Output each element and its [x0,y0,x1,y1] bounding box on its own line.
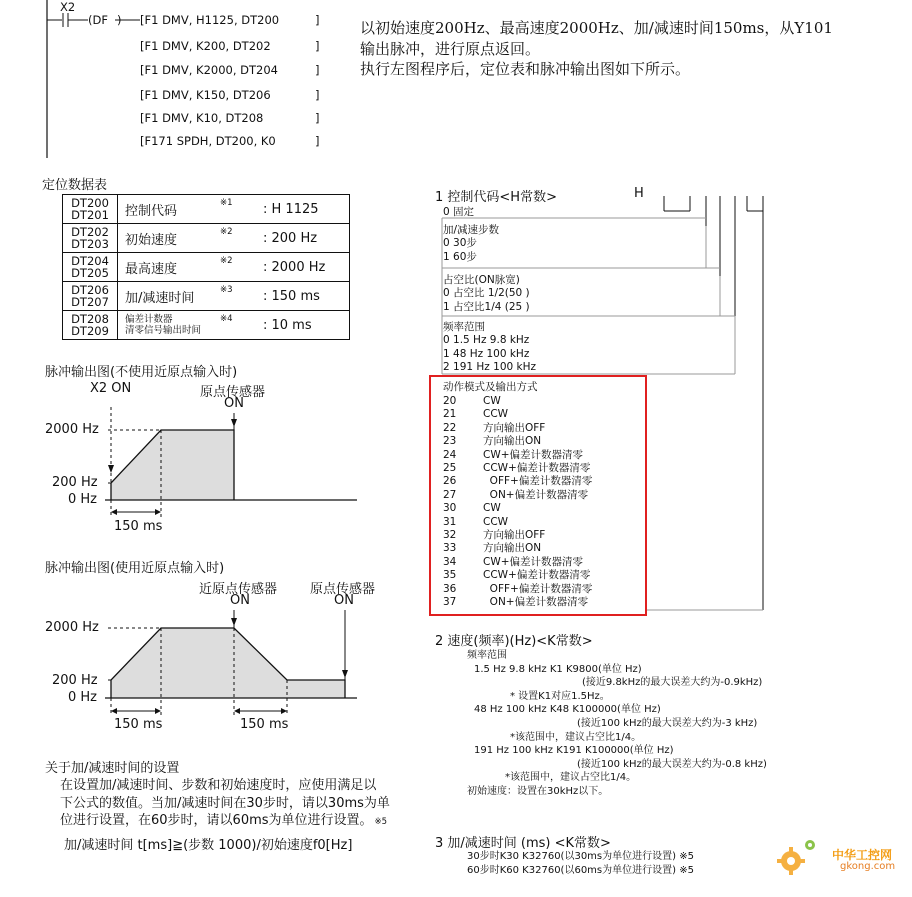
mode-item: 32 方向输出OFF [443,529,546,542]
bracket: ] [315,111,320,125]
chart1-start-label: X2 ON [90,381,132,396]
code-h: H [634,186,644,201]
param-name: 偏差计数器 [125,314,173,325]
speed-line: 48 Hz 100 kHz K48 K100000(单位 Hz) [474,704,661,716]
table-title: 定位数据表 [42,178,108,193]
mode-item: 30 CW [443,502,501,515]
code-line: 加/减速步数 [443,224,500,236]
chart2-dt1: 150 ms [114,717,163,732]
mode-item: 22 方向输出OFF [443,421,546,434]
chart2-y-high: 2000 Hz [45,620,99,635]
watermark-url: gkong.com [840,861,896,872]
description-line: 执行左图程序后，定位表和脉冲输出图如下所示。 [360,60,691,78]
code-group-steps [443,224,499,264]
mode-item: 36 OFF+偏差计数器清零 [443,582,593,595]
description-line: 以初始速度200Hz、最高速度2000Hz、加/减速时间150ms，从Y101 [360,19,833,37]
addr: DT200 [71,196,109,210]
speed-line: (接近9.8kHz的最大误差大约为-0.9kHz) [582,677,763,689]
description-line: 输出脉冲，进行原点返回。 [360,39,541,58]
chart1-y-low: 200 Hz [52,475,98,490]
speed-line: (接近100 kHz的最大误差大约为-0.8 kHz) [577,758,767,770]
addr: DT206 [71,283,109,297]
acc-const-body [467,850,694,877]
param-value: : 10 ms [259,311,350,340]
addr: DT202 [71,225,109,239]
code-title: 1 控制代码<H常数> [435,190,557,205]
param-name: 初始速度 [125,232,178,248]
code-line: 频率范围 [443,321,485,333]
bracket: ] [315,39,320,53]
speed-title: 2 速度(频率)(Hz)<K常数> [435,634,593,649]
table-row [63,311,350,340]
chart1-title: 脉冲输出图(不使用近原点输入时) [45,365,238,380]
mode-item: 25 CCW+偏差计数器清零 [443,462,591,475]
mode-item: 27 ON+偏差计数器清零 [443,488,589,501]
mode-item: 20 CW [443,395,501,407]
speed-line: 频率范围 [467,650,507,661]
mode-list [443,395,592,610]
table-row [63,195,350,224]
addr: DT207 [71,295,109,309]
chart1-dt: 150 ms [114,519,163,534]
gear-logo-icon [776,846,806,876]
code-group-fixed [443,206,474,219]
table-row [63,224,350,253]
code-line: 2 191 Hz 100 kHz [443,361,537,374]
speed-line: *该范围中，建议占空比1/4。 [505,772,637,784]
chart1-sensor-label: 原点传感器 [200,385,266,400]
ref-mark: ※1 [220,198,233,208]
table-row [63,253,350,282]
accel-line: 下公式的数值。当加/减速时间在30步时，请以30ms为单 [60,795,390,811]
bracket: ] [315,63,320,77]
ref-mark: ※4 [220,314,233,324]
chart1-area [111,430,234,500]
ladder-row: [F1 DMV, K10, DT208 [140,111,264,125]
mode-item: 23 方向输出ON [443,435,542,448]
table-row [63,282,350,311]
param-value: : 150 ms [259,282,350,311]
chart2-y-zero: 0 Hz [68,690,98,705]
code-line: 1 60步 [443,250,477,263]
param-value: : 200 Hz [259,224,350,253]
addr: DT201 [71,208,109,222]
chart1-on-label: ON [224,396,244,411]
code-line: 0 1.5 Hz 9.8 kHz [443,334,530,347]
accel-line: 位进行设置，在60步时，请以60ms为单位进行设置。 [60,813,373,828]
ladder-row: [F171 SPDH, DT200, K0 [140,134,276,148]
code-line: 占空比(ON脉宽) [443,274,520,286]
accel-line: 在设置加/减速时间、步数和初始速度时，应使用满足以 [60,778,377,793]
mode-item: 35 CCW+偏差计数器清零 [443,569,591,582]
addr: DT208 [71,312,109,326]
acc-const-line: 30步时K30 K32760(以30ms为单位进行设置) ※5 [467,851,694,862]
mode-item: 21 CCW [443,408,509,421]
mode-item: 26 OFF+偏差计数器清零 [443,475,593,488]
bracket: ] [315,134,320,148]
ladder-row: [F1 DMV, K150, DT206 [140,88,271,102]
chart2-dt2: 150 ms [240,717,289,732]
bracket: ] [315,88,320,102]
chart1-y-high: 2000 Hz [45,422,99,437]
bracket: ] [315,13,320,27]
param-name: 清零信号输出时间 [125,325,202,336]
param-value: : 2000 Hz [259,253,350,282]
ladder-paren: ) [117,13,122,27]
mode-title: 动作模式及输出方式 [443,381,538,393]
positioning-table [62,194,350,340]
description [360,18,833,80]
code-group-freq [443,321,536,375]
chart2-sensor-label: 原点传感器 [310,582,376,597]
code-line: 1 48 Hz 100 kHz [443,347,530,360]
chart2-near-label: 近原点传感器 [199,582,278,597]
ladder-row: [F1 DMV, K2000, DT204 [140,63,278,77]
param-name: 最高速度 [125,261,178,277]
accel-formula: 加/减速时间 t[ms]≧(步数 1000)/初始速度f0[Hz] [64,838,353,853]
gear-logo-icon [803,838,817,852]
speed-line: (接近100 kHz的最大误差大约为-3 kHz) [577,717,758,729]
chart1-y-zero: 0 Hz [68,492,98,507]
mode-item: 31 CCW [443,515,509,528]
param-value: : H 1125 [259,195,350,224]
code-line: 0 占空比 1/2(50 ) [443,287,530,300]
acc-const-title: 3 加/减速时间 (ms) <K常数> [435,836,611,851]
param-name: 加/减速时间 [125,290,195,306]
addr: DT209 [71,324,109,338]
ladder-row: [F1 DMV, H1125, DT200 [140,13,280,27]
addr: DT204 [71,254,109,268]
code-group-duty [443,274,530,314]
speed-line: 初始速度：设置在30kHz以下。 [467,785,609,797]
acc-const-line: 60步时K60 K32760(以60ms为单位进行设置) ※5 [467,864,694,876]
addr: DT205 [71,266,109,280]
speed-line: 1.5 Hz 9.8 kHz K1 K9800(单位 Hz) [474,663,642,675]
param-name: 控制代码 [125,203,178,219]
contact-x2: X2 [60,0,76,14]
mode-item: 24 CW+偏差计数器清零 [443,448,584,461]
ref-mark: ※2 [220,256,233,266]
code-line: 0 30步 [443,237,477,250]
ladder-row: [F1 DMV, K200, DT202 [140,39,271,53]
code-line: 1 占空比1/4 (25 ) [443,300,530,313]
chart2-title: 脉冲输出图(使用近原点输入时) [45,561,225,576]
mode-item: 33 方向输出ON [443,542,542,555]
mode-item: 37 ON+偏差计数器清零 [443,596,589,609]
code-line: 0 固定 [443,206,475,218]
speed-line: * 设置K1对应1.5Hz。 [510,690,610,702]
speed-body [0,649,912,799]
accel-title: 关于加/减速时间的设置 [45,761,180,776]
df-instruction: (DF [88,13,108,27]
chart2-near-on: ON [230,593,250,608]
speed-line: 191 Hz 100 kHz K191 K100000(单位 Hz) [474,745,674,757]
speed-line: *该范围中，建议占空比1/4。 [510,731,642,743]
ref-mark: ※3 [220,285,233,295]
mode-item: 34 CW+偏差计数器清零 [443,555,584,568]
chart2-y-low: 200 Hz [52,673,98,688]
addr: DT203 [71,237,109,251]
chart2-on-label: ON [334,593,354,608]
ref-mark: ※5 [374,817,388,827]
ref-mark: ※2 [220,227,233,237]
watermark-cn: 中华工控网 [832,848,893,862]
